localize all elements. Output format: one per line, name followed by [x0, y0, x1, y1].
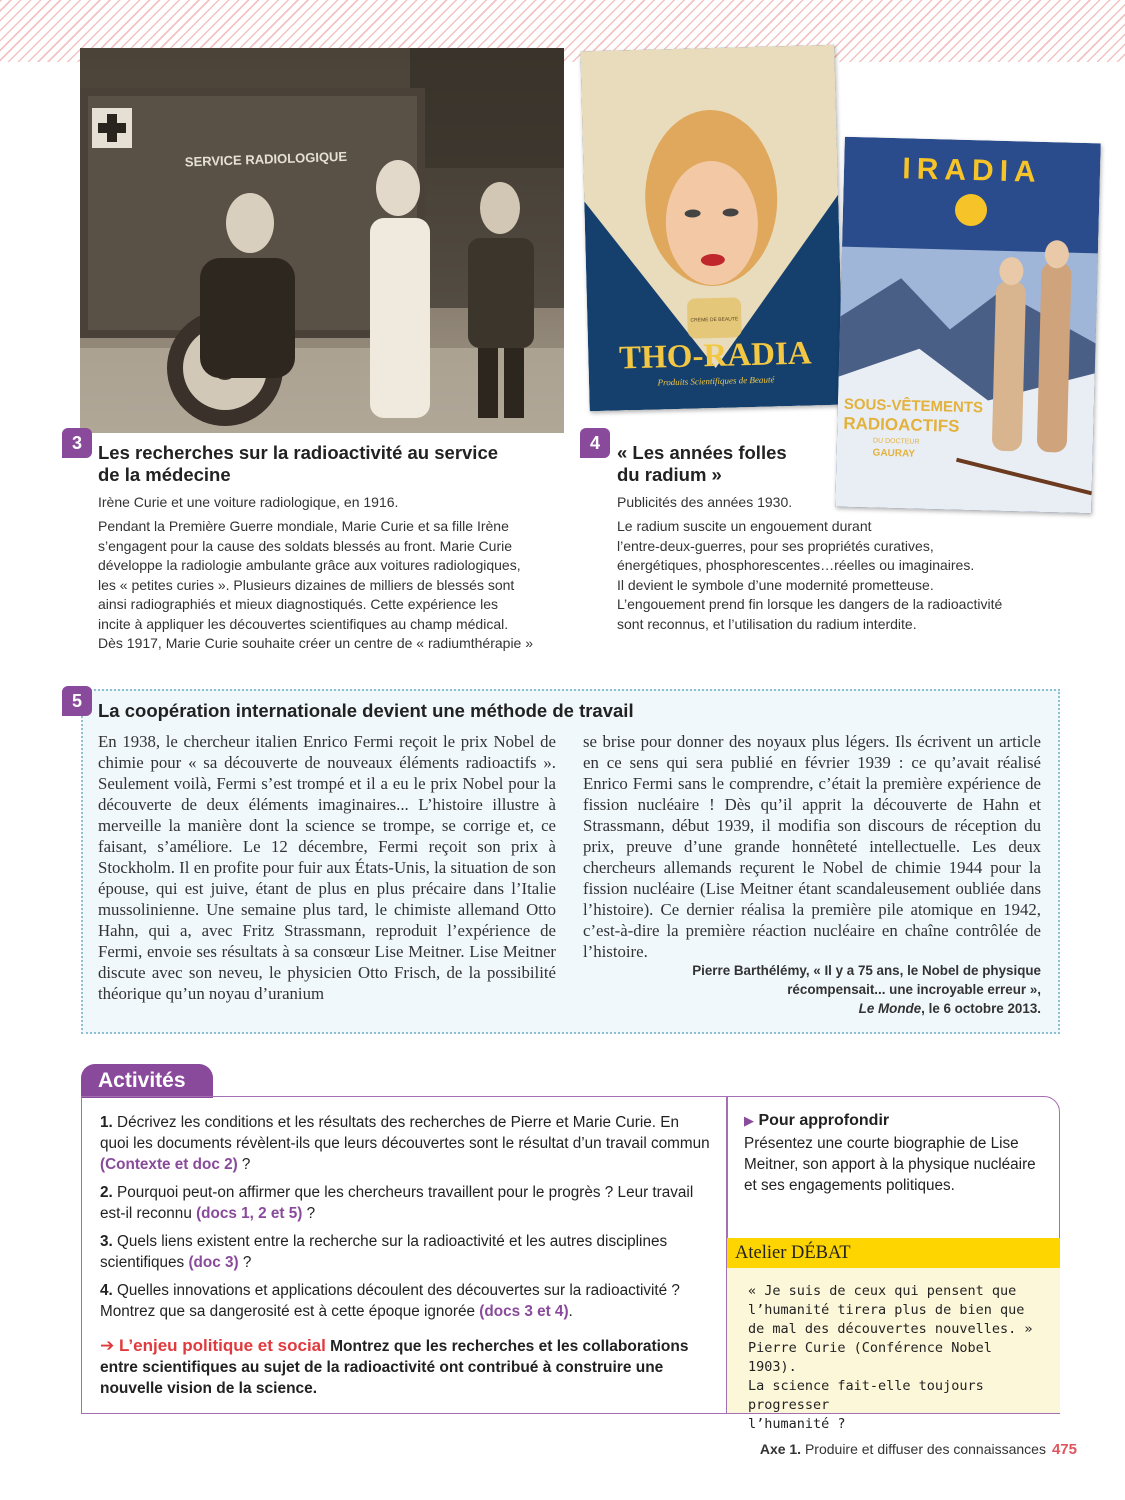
iradia-poster — [835, 137, 1101, 514]
doc3-body-line: Dès 1917, Marie Curie souhaite créer un centre de « radiumthérapie » — [98, 635, 534, 651]
question-text: Quels liens existent entre la recherche sur la radioactivité et les autres disciplines scientifiques — [100, 1233, 668, 1271]
doc5-column-left: En 1938, le chercheur italien Enrico Fermi reçoit le prix Nobel de chimie pour « sa découverte de nouveaux éléments radioactifs ». Seulement voilà, Fermi s’est trompé et il a eu le prix Nobel pour la découverte de deux éléments imaginaires... L’histoire illustre à merveille la manière dont la science se trompe, se corrige et, ce faisant, s’améliore. Le 12 décembre, Fermi reçoit son prix à Stockholm. Il en profite pour fuir aux États-Unis, la situation de son épouse, qui est juive, étant de plus en plus précaire dans l’Italie mussolinienne. Une semaine plus tard, le chimiste allemand Otto Hahn, qui a, avec Fritz Strassmann, reproduit l’expérience de Fermi, envoie ses résultats à sa consœur Lise Meitner. Lise Meitner discute avec son neveu, le physicien Otto Frisch, de la possibilité théorique qu’un noyau d’uranium — [98, 732, 556, 1003]
pour-approfondir-label: Pour approfondir — [758, 1112, 890, 1129]
doc3-title-line1: Les recherches sur la radioactivité au service — [98, 442, 499, 463]
doc3-body-line: développe la radiologie ambulante grâce aux voitures radiologiques, — [98, 557, 521, 573]
pour-approfondir-text: Présentez une courte biographie de Lise Meitner, son apport à la physique nucléaire et ses engagements politiques. — [744, 1135, 1036, 1194]
tho-radia-brand-text: THO-RADIA — [618, 335, 813, 377]
doc4-title-line1: « Les années folles — [617, 442, 787, 463]
doc4-body-line: l’entre-deux-guerres, pour ses propriétés curatives, — [617, 537, 934, 554]
question-ref: (docs 3 et 4) — [479, 1303, 569, 1320]
footer-axe: Axe 1. — [759, 1441, 802, 1457]
doc4-body-line: Le radium suscite un engouement durant — [617, 518, 872, 534]
doc5-title: La coopération internationale devient une méthode de travail — [98, 700, 634, 721]
question-number: 3. — [100, 1233, 113, 1250]
doc4-body-line: énergétiques, phosphorescentes…réelles ou imaginaires. — [617, 557, 975, 573]
doc4-title — [617, 442, 787, 486]
source-line2: récompensait... une incroyable erreur », — [787, 982, 1041, 997]
question-text: Pourquoi peut-on affirmer que les chercheurs travaillent pour le progrès ? Leur travail est-il reconnu — [100, 1184, 694, 1222]
page-number: 475 — [1051, 1441, 1077, 1458]
debat-line: l’humanité tirera plus de bien que — [748, 1302, 1025, 1318]
doc3-body-line: Pendant la Première Guerre mondiale, Marie Curie et sa fille Irène — [98, 518, 509, 534]
question-end: ? — [238, 1254, 252, 1271]
tho-radia-tagline-text: Produits Scientifiques de Beauté — [657, 374, 775, 388]
doc3-subtitle: Irène Curie et une voiture radiologique, en 1916. — [98, 494, 399, 510]
doc3-body-line: s’engagent pour la cause des soldats blessés au front. Marie Curie — [98, 537, 513, 554]
doc3-body-line: ainsi radiographiés et mieux diagnostiqués. Cette expérience les — [98, 596, 499, 612]
doc3-body — [98, 517, 568, 654]
question-text: Décrivez les conditions et les résultats des recherches de Pierre et Marie Curie. En quoi les documents révèlent-ils que leurs découvertes sont le résultat d’un travail commun — [100, 1114, 710, 1152]
iradia-brand-text: IRADIA — [901, 152, 1043, 189]
doc4-subtitle: Publicités des années 1930. — [617, 494, 793, 510]
source-line3 — [601, 999, 1041, 1018]
enjeu-politique-social — [100, 1335, 720, 1399]
activity-question-3 — [100, 1231, 712, 1273]
doc-number-5: 5 — [62, 686, 92, 716]
activities-tab: Activités — [81, 1064, 213, 1098]
jar-label-text: CREME DE BEAUTE — [690, 316, 739, 324]
doc4-body-line: L’engouement prend fin lorsque les dangers de la radioactivité — [617, 596, 1003, 612]
debat-line: « Je suis de ceux qui pensent que — [748, 1283, 1017, 1299]
source-newspaper: Le Monde — [858, 1001, 922, 1016]
question-ref: (Contexte et doc 2) — [100, 1156, 238, 1173]
doc3-title — [98, 442, 498, 486]
pour-approfondir-heading — [744, 1112, 889, 1130]
triangle-right-icon: ▶ — [744, 1113, 754, 1128]
question-end: ? — [302, 1205, 316, 1222]
debat-line: Pierre Curie (Conférence Nobel 1903). — [748, 1340, 992, 1375]
enjeu-text: Montrez que les recherches et les collaborations entre scientifiques au sujet de la radioactivité ont contribué à construire une nouvelle vision de la science. — [100, 1338, 689, 1397]
source-date: , le 6 octobre 2013. — [921, 1001, 1041, 1016]
question-end: . — [568, 1303, 573, 1320]
doc4-body-line: Il devient le symbole d’une modernité prometteuse. — [617, 576, 934, 593]
activity-question-2 — [100, 1182, 712, 1224]
question-number: 1. — [100, 1114, 113, 1131]
doc5-source — [601, 961, 1041, 1018]
debat-line: de mal des découvertes nouvelles. » — [748, 1321, 1033, 1337]
debat-line: La science fait-elle toujours progresser — [748, 1378, 984, 1413]
question-number: 2. — [100, 1184, 113, 1201]
atelier-debat-text — [748, 1282, 1048, 1434]
iradia-line3-text: DU DOCTEUR — [872, 437, 920, 446]
footer-text: Produire et diffuser des connaissances — [801, 1441, 1046, 1457]
doc3-title-line2: de la médecine — [98, 464, 231, 485]
doc4-body — [617, 517, 1057, 634]
activity-question-4 — [100, 1280, 712, 1322]
question-number: 4. — [100, 1282, 113, 1299]
photo-sign-text: SERVICE RADIOLOGIQUE — [184, 148, 348, 170]
tho-radia-poster — [580, 45, 843, 412]
doc-number-4: 4 — [580, 428, 610, 458]
question-text: Quelles innovations et applications découlent des découvertes sur la radioactivité ? Montrez que sa dangerosité est à cette époque ignorée — [100, 1282, 680, 1320]
question-ref: (doc 3) — [188, 1254, 239, 1271]
activity-question-1 — [100, 1112, 712, 1175]
doc5-column-right: se brise pour donner des noyaux plus légers. Ils écrivent un article en ce sens qui sera publié en février 1939 : ce qu’avait réalisé Enrico Fermi sans le comprendre, c’était la première expérience de fission nucléaire ! Dès qu’il apprit la découverte de Hahn et Strassmann, début 1939, il modifia son discours de réception du prix, preuve d’une grande honnêteté intellectuelle. Les deux chercheurs allemands reçurent le Nobel de chimie 1944 pour la fission nucléaire (Lise Meitner étant scandaleusement oubliée dans l’histoire). Ce dernier réalisa la première pile atomique en 1942, c’est-à-dire la première réaction nucléaire en chaîne contrôlée de l’histoire. — [583, 732, 1041, 961]
enjeu-label: ➔ L’enjeu politique et social — [100, 1336, 326, 1355]
doc3-body-line: incite à appliquer les découvertes scientifiques au champ médical. — [98, 615, 509, 632]
question-ref: (docs 1, 2 et 5) — [196, 1205, 303, 1222]
iradia-line4-text: GAURAY — [872, 447, 916, 460]
iradia-line1-text: SOUS-VÊTEMENTS — [843, 395, 984, 417]
doc4-body-line: sont reconnus, et l’utilisation du radium interdite. — [617, 615, 917, 632]
doc4-title-line2: du radium » — [617, 464, 722, 485]
radiology-car-photo — [80, 48, 564, 433]
source-line1: Pierre Barthélémy, « Il y a 75 ans, le Nobel de physique — [692, 963, 1041, 978]
question-end: ? — [237, 1156, 251, 1173]
debat-line: l’humanité ? — [748, 1416, 846, 1432]
doc-number-3: 3 — [62, 428, 92, 458]
atelier-debat-heading: Atelier DÉBAT — [727, 1238, 1060, 1268]
doc3-body-line: les « petites curies ». Plusieurs dizaines de milliers de blessés sont — [98, 576, 515, 593]
page-footer — [760, 1441, 1077, 1458]
iradia-line2-text: RADIOACTIFS — [843, 413, 960, 436]
